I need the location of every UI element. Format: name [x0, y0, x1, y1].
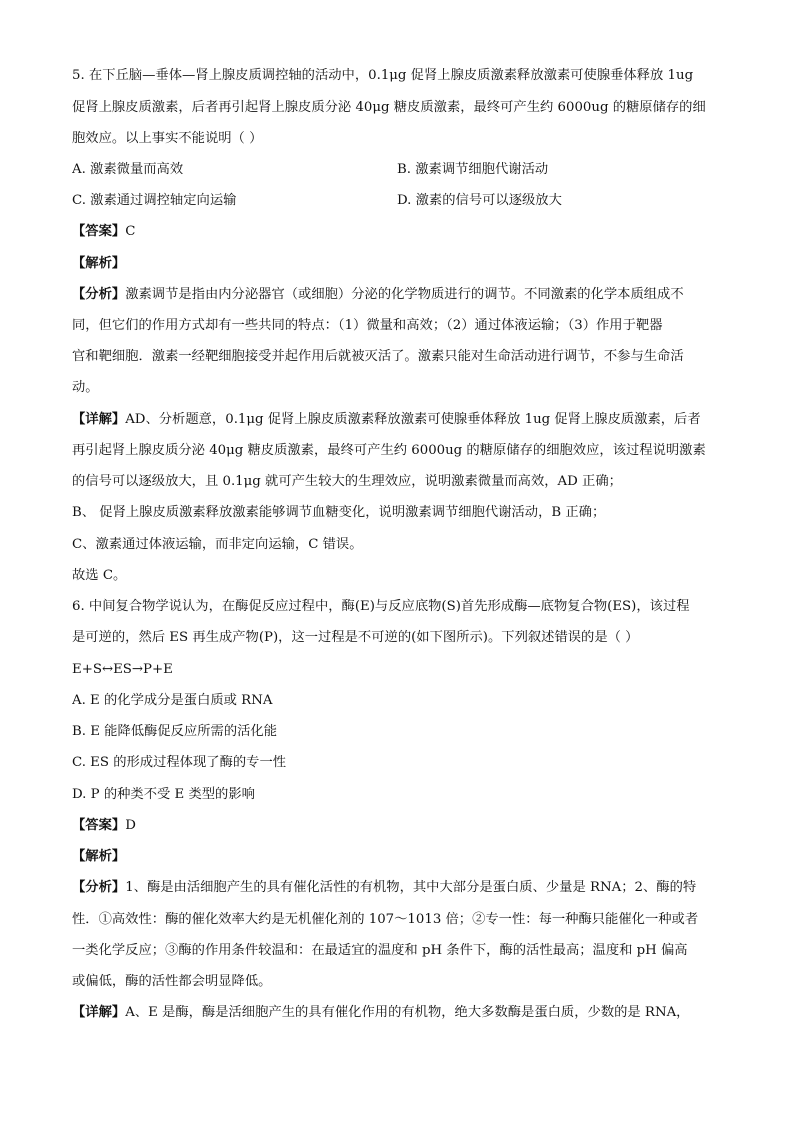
q6-xiangjie-tag: 【详解】 — [72, 1005, 126, 1020]
q5-xiangjie-line-2: 再引起肾上腺皮质分泌 40μg 糖皮质激素，最终可产生约 6000ug 的糖原储存的细胞效应，该过程说明激素 — [72, 443, 706, 458]
q5-option-d: D. 激素的信号可以逐级放大 — [397, 193, 562, 208]
q5-answer — [72, 222, 724, 242]
q5-answer-tag: 【答案】 — [72, 224, 126, 239]
q6-fenxi-text-1: 1、酶是由活细胞产生的具有催化活性的有机物，其中大部分是蛋白质、少量是 RNA；2、酶的特 — [125, 880, 697, 895]
q6-fenxi-line-2: 性．①高效性：酶的催化效率大约是无机催化剂的 107～1013 倍；②专一性：每一种酶只能催化一种或者 — [72, 912, 699, 927]
q6-fenxi-line-4: 或偏低，酶的活性都会明显降低。 — [72, 974, 272, 989]
q5-option-c: C. 激素通过调控轴定向运输 — [72, 193, 237, 208]
q6-answer-tag: 【答案】 — [72, 818, 126, 833]
q5-analysis-heading: 【解析】 — [72, 256, 126, 271]
q6-answer — [72, 816, 724, 836]
q6-analysis-heading: 【解析】 — [72, 849, 126, 864]
q6-fenxi-tag: 【分析】 — [72, 880, 126, 895]
q5-fenxi-line-4: 动。 — [72, 380, 99, 395]
q6-fenxi-line-3: 一类化学反应；③酶的作用条件较温和：在最适宜的温度和 pH 条件下，酶的活性最高；温度和 pH 偏高 — [72, 943, 688, 958]
q5-stem-line-1: 5. 在下丘脑—垂体—肾上腺皮质调控轴的活动中，0.1μg 促肾上腺皮质激素释放激素可使腺垂体释放 1ug — [72, 68, 694, 83]
q5-fenxi-line-1 — [72, 285, 724, 305]
q6-stem-line-1: 6. 中间复合物学说认为，在酶促反应过程中，酶(E)与反应底物(S)首先形成酶—底物复合物(ES)，该过程 — [72, 599, 690, 614]
q5-answer-value: C — [125, 224, 136, 239]
q6-equation: E+S↔ES→P+E — [72, 662, 173, 677]
q5-xiangjie-line-4: B、 促肾上腺皮质激素释放激素能够调节血糖变化，说明激素调节细胞代谢活动，B 正确； — [72, 505, 606, 520]
q6-option-d: D. P 的种类不受 E 类型的影响 — [72, 787, 255, 802]
q6-fenxi-line-1 — [72, 878, 724, 898]
q5-xiangjie-line-1 — [72, 410, 724, 430]
q5-xiangjie-line-5: C、激素通过体液运输，而非定向运输，C 错误。 — [72, 537, 363, 552]
q6-answer-value: D — [125, 818, 136, 833]
q6-xiangjie-line-1 — [72, 1003, 724, 1023]
q6-stem-line-2: 是可逆的，然后 ES 再生成产物(P)，这一过程是不可逆的(如下图所示)。下列叙述错误的是（ ） — [72, 630, 639, 645]
q5-fenxi-tag: 【分析】 — [72, 287, 126, 302]
q5-fenxi-line-2: 同，但它们的作用方式却有一些共同的特点：（1）微量和高效；（2）通过体液运输；（3）作用于靶器 — [72, 318, 663, 333]
q5-fenxi-line-3: 官和靶细胞．激素一经靶细胞接受并起作用后就被灭活了。激素只能对生命活动进行调节，不参与生命活 — [72, 349, 684, 364]
q6-option-a: A. E 的化学成分是蛋白质或 RNA — [72, 693, 273, 708]
q6-option-c: C. ES 的形成过程体现了酶的专一性 — [72, 755, 287, 770]
q6-option-b: B. E 能降低酶促反应所需的活化能 — [72, 724, 278, 739]
q5-conclusion: 故选 C。 — [72, 568, 127, 583]
q5-xiangjie-text-1: AD、分析题意，0.1μg 促肾上腺皮质激素释放激素可使腺垂体释放 1ug 促肾上腺皮质激素，后者 — [125, 412, 701, 427]
q5-stem-line-3: 胞效应。以上事实不能说明（ ） — [72, 131, 263, 146]
q5-xiangjie-tag: 【详解】 — [72, 412, 126, 427]
q5-fenxi-text-1: 激素调节是指由内分泌器官（或细胞）分泌的化学物质进行的调节。不同激素的化学本质组成不 — [125, 287, 684, 302]
q6-xiangjie-text-1: A、E 是酶，酶是活细胞产生的具有催化作用的有机物，绝大多数酶是蛋白质，少数的是 RNA， — [125, 1005, 690, 1020]
q5-stem-line-2: 促肾上腺皮质激素，后者再引起肾上腺皮质分泌 40μg 糖皮质激素，最终可产生约 6000ug 的糖原储存的细 — [72, 100, 706, 115]
q5-xiangjie-line-3: 的信号可以逐级放大，且 0.1μg 就可产生较大的生理效应，说明激素微量而高效，AD 正确； — [72, 474, 622, 489]
q5-option-a: A. 激素微量而高效 — [72, 162, 184, 177]
q5-option-b: B. 激素调节细胞代谢活动 — [397, 162, 549, 177]
